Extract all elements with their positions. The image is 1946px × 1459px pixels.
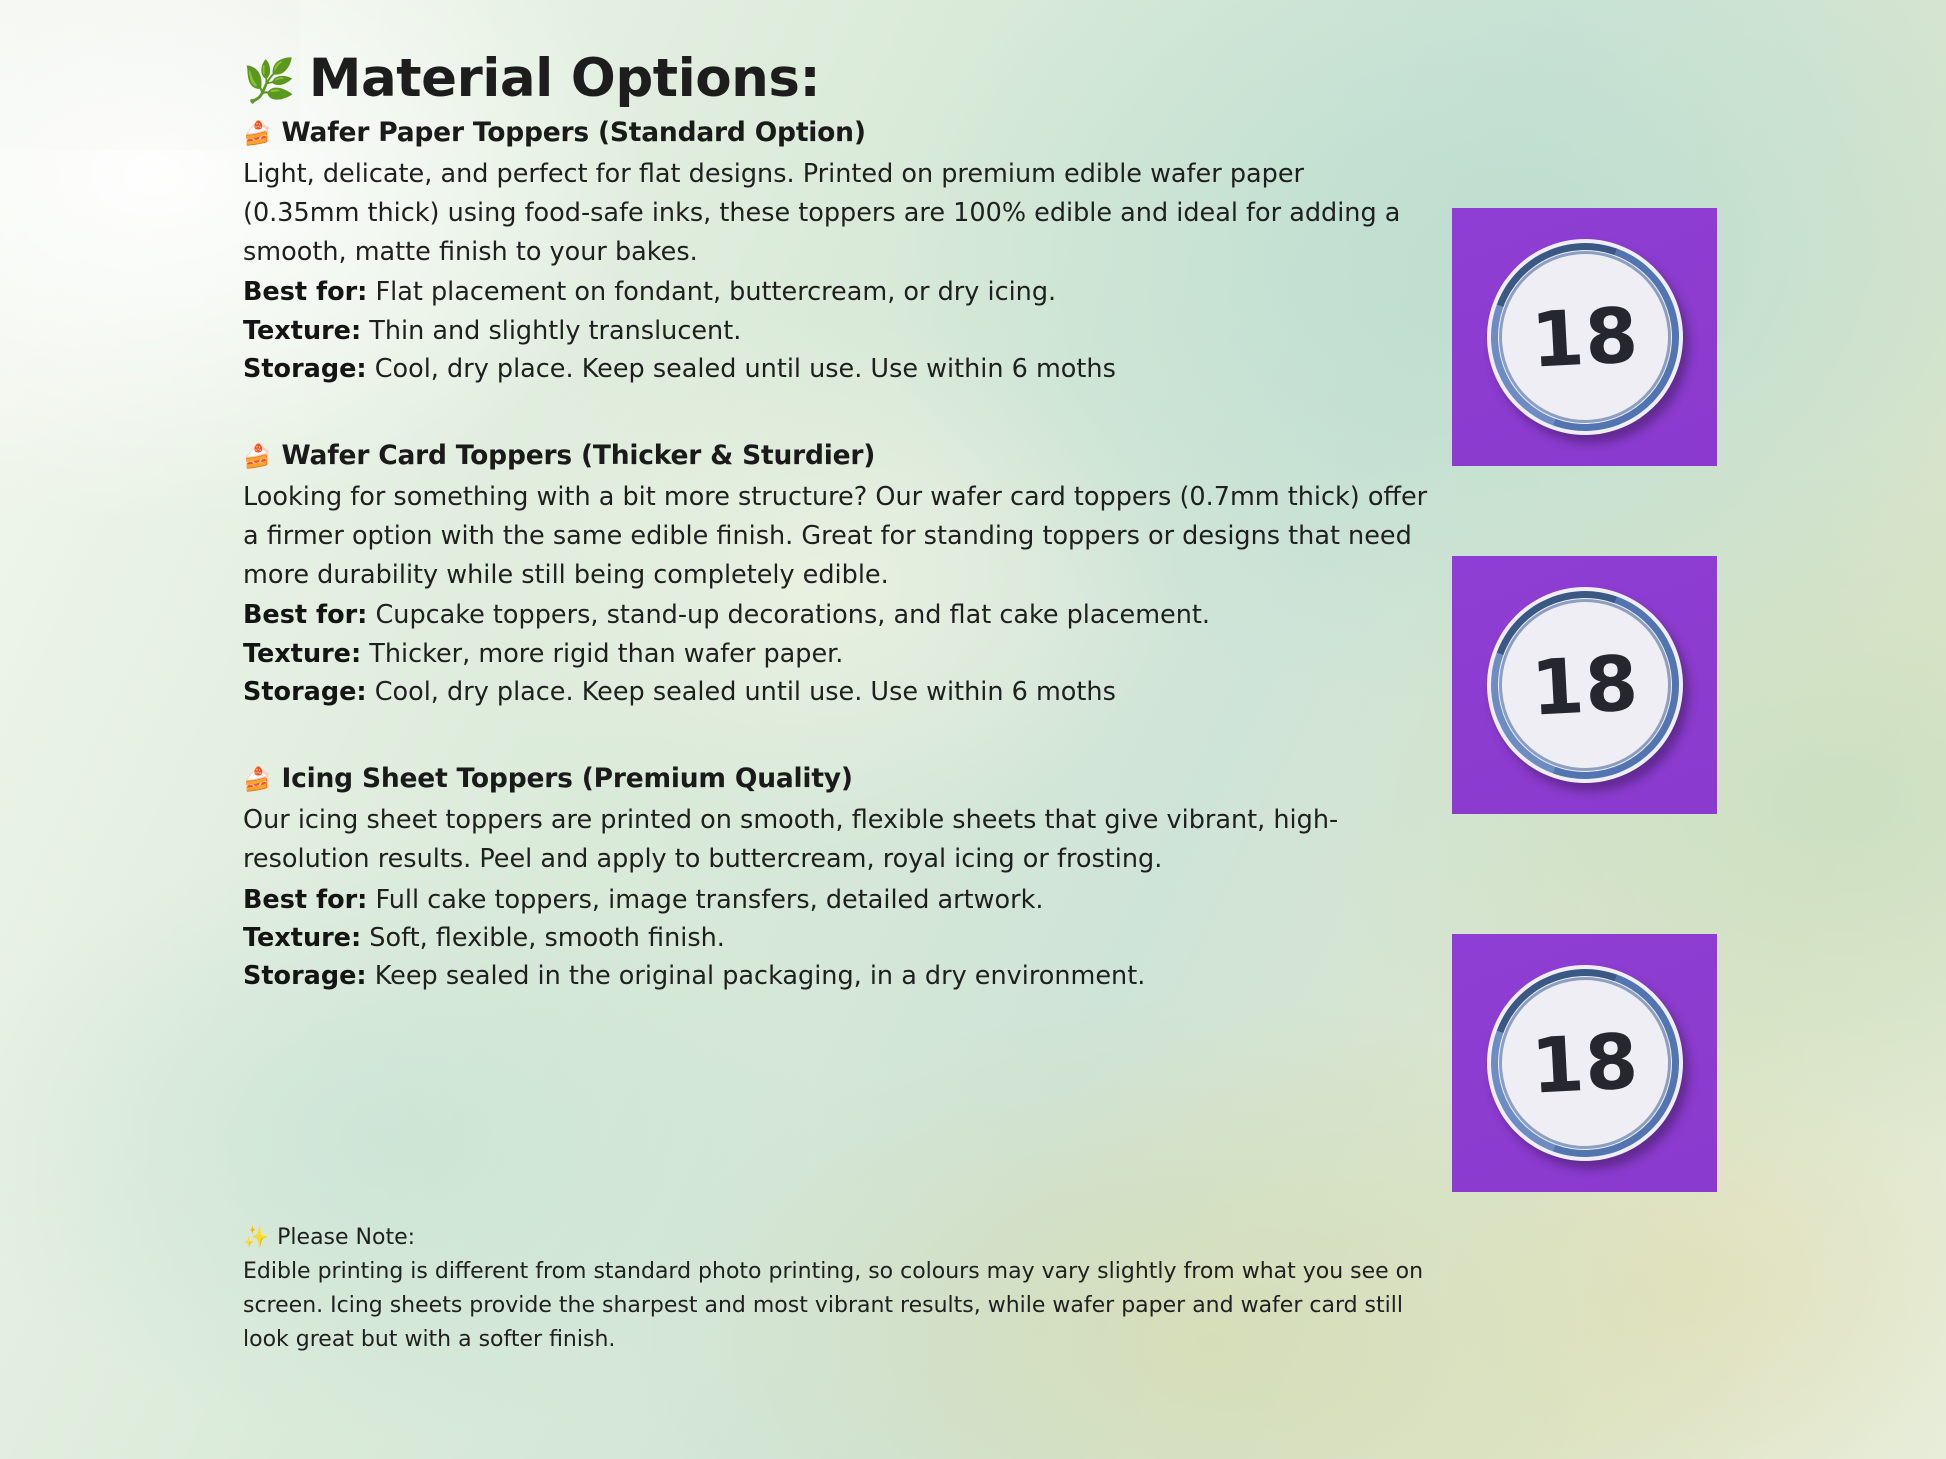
topper-number: 18: [1528, 1015, 1641, 1111]
texture-label: Texture:: [243, 315, 362, 346]
best-for-value: Full cake toppers, image transfers, detailed artwork.: [375, 884, 1044, 915]
section-icing-sheet: [243, 763, 1443, 995]
texture-label: Texture:: [243, 638, 362, 669]
texture-value: Thicker, more rigid than wafer paper.: [369, 638, 844, 669]
best-for-row: [243, 881, 1443, 919]
page-title-text: Material Options:: [308, 48, 821, 109]
topper-disc: [1487, 239, 1683, 435]
storage-value: Cool, dry place. Keep sealed until use. Use within 6 moths: [374, 676, 1116, 707]
texture-label: Texture:: [243, 922, 362, 953]
section-heading-text: Icing Sheet Toppers (Premium Quality): [281, 763, 853, 794]
note-body: Edible printing is different from standard photo printing, so colours may vary slightly from what you see on screen. Icing sheets provide the sharpest and most vibrant results, while wafer paper and wafer card still look great but with a softer finish.: [243, 1259, 1424, 1353]
best-for-value: Cupcake toppers, stand-up decorations, and flat cake placement.: [375, 600, 1211, 631]
texture-row: [243, 919, 1443, 957]
product-thumbnail: [1452, 934, 1717, 1192]
texture-value: Thin and slightly translucent.: [369, 315, 742, 346]
best-for-label: Best for:: [243, 600, 368, 631]
note-heading-text: Please Note:: [277, 1225, 416, 1250]
storage-label: Storage:: [243, 353, 367, 384]
best-for-row: [243, 596, 1443, 634]
topper-disc: [1487, 965, 1683, 1161]
section-heading-text: Wafer Card Toppers (Thicker & Sturdier): [281, 440, 876, 471]
texture-row: [243, 635, 1443, 673]
section-heading: [243, 440, 1443, 471]
best-for-label: Best for:: [243, 884, 368, 915]
topper-disc: [1487, 587, 1683, 783]
storage-value: Keep sealed in the original packaging, in a dry environment.: [374, 961, 1146, 991]
leaf-icon: 🌿: [243, 55, 295, 105]
section-heading-text: Wafer Paper Toppers (Standard Option): [281, 117, 866, 148]
section-wafer-card: [243, 440, 1443, 711]
product-thumbnail: [1452, 556, 1717, 814]
best-for-row: [243, 273, 1443, 311]
texture-value: Soft, flexible, smooth finish.: [369, 922, 725, 953]
texture-row: [243, 312, 1443, 350]
section-body: Our icing sheet toppers are printed on smooth, flexible sheets that give vibrant, high-resolution results. Peel and apply to buttercream, royal icing or frosting.: [243, 805, 1339, 874]
storage-row: [243, 957, 1443, 995]
best-for-value: Flat placement on fondant, buttercream, or dry icing.: [375, 277, 1057, 308]
section-wafer-paper: [243, 117, 1443, 388]
cake-slice-icon: 🍰: [243, 767, 272, 793]
storage-row: [243, 350, 1443, 388]
sparkles-icon: ✨: [243, 1225, 270, 1249]
topper-number: 18: [1528, 289, 1641, 385]
storage-value: Cool, dry place. Keep sealed until use. Use within 6 moths: [374, 353, 1116, 384]
storage-row: [243, 673, 1443, 711]
text-column: [243, 48, 1443, 995]
note-heading: [243, 1225, 1443, 1250]
section-body: Looking for something with a bit more structure? Our wafer card toppers (0.7mm thick) offer a firmer option with the same edible finish. Great for standing toppers or designs that need more durability while still being completely edible.: [243, 482, 1428, 590]
please-note-block: [243, 1225, 1443, 1357]
section-heading: [243, 117, 1443, 148]
storage-label: Storage:: [243, 961, 367, 991]
section-heading: [243, 763, 1443, 794]
section-body: Light, delicate, and perfect for flat designs. Printed on premium edible wafer paper (0.35mm thick) using food-safe inks, these toppers are 100% edible and ideal for adding a smooth, matte finish to your bakes.: [243, 159, 1401, 267]
best-for-label: Best for:: [243, 277, 368, 308]
cake-slice-icon: 🍰: [243, 444, 272, 470]
storage-label: Storage:: [243, 676, 367, 707]
product-thumbnail: [1452, 208, 1717, 466]
topper-number: 18: [1528, 637, 1641, 733]
cake-slice-icon: 🍰: [243, 121, 272, 147]
page-title: [243, 48, 1443, 109]
